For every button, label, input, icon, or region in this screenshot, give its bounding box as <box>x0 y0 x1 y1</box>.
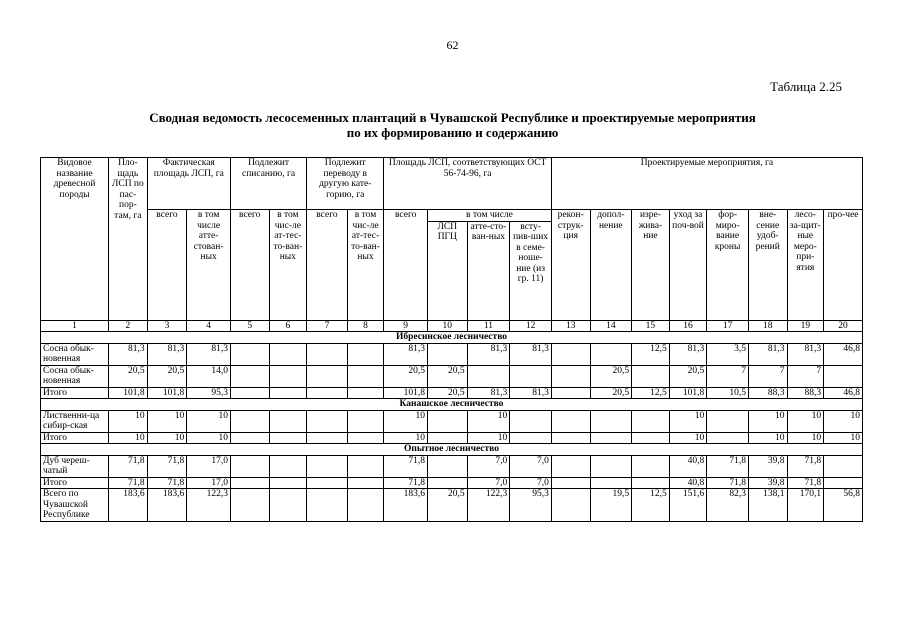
header-fertilizing: вне-сение удоб-рений <box>748 210 787 321</box>
column-number: 9 <box>384 320 428 332</box>
table-cell: 95,3 <box>510 489 552 522</box>
table-cell: 10 <box>109 410 148 432</box>
table-cell: 10 <box>824 432 863 444</box>
table-cell <box>551 455 590 477</box>
table-cell <box>632 410 670 432</box>
header-lsp-pgts: ЛСП ПГЦ <box>428 221 468 320</box>
table-cell: 81,3 <box>187 343 231 365</box>
table-cell <box>707 432 749 444</box>
table-cell: 10 <box>467 410 510 432</box>
row-label: Сосна обык-новенная <box>41 365 109 387</box>
column-numbers-row <box>41 320 863 332</box>
table-cell: 122,3 <box>187 489 231 522</box>
table-cell: 170,1 <box>787 489 824 522</box>
header-reconstruction: рекон-струк-ция <box>551 210 590 321</box>
table-cell <box>307 432 348 444</box>
table-cell: 12,5 <box>632 489 670 522</box>
header-total-7: всего <box>307 210 348 321</box>
section-title: Опытное лесничество <box>41 444 863 456</box>
header-transfer: Подлежит переводу в другую кате-горию, га <box>307 158 384 210</box>
table-cell <box>347 455 384 477</box>
table-cell: 7,0 <box>467 455 510 477</box>
table-cell: 10 <box>384 432 428 444</box>
table-cell <box>590 477 632 489</box>
table-cell: 81,3 <box>748 343 787 365</box>
table-cell <box>510 365 552 387</box>
section-row <box>41 399 863 411</box>
column-number: 3 <box>147 320 187 332</box>
title-line-2: по их формированию и содержанию <box>346 125 559 140</box>
table-cell: 12,5 <box>632 387 670 399</box>
table-cell: 81,3 <box>787 343 824 365</box>
table-cell: 3,5 <box>707 343 749 365</box>
table-cell: 39,8 <box>748 477 787 489</box>
table-row <box>41 387 863 399</box>
column-number: 14 <box>590 320 632 332</box>
table-cell: 40,8 <box>669 477 707 489</box>
table-cell: 101,8 <box>147 387 187 399</box>
table-cell <box>230 432 269 444</box>
row-label: Итого <box>41 477 109 489</box>
table-cell: 71,8 <box>109 455 148 477</box>
table-cell: 81,3 <box>467 387 510 399</box>
table-cell <box>230 477 269 489</box>
table-cell: 151,6 <box>669 489 707 522</box>
table-cell: 20,5 <box>428 365 468 387</box>
header-protection: лесо-за-щит-ные меро-при-ятия <box>787 210 824 321</box>
table-cell <box>428 477 468 489</box>
table-cell <box>269 489 307 522</box>
table-cell: 10 <box>748 410 787 432</box>
table-cell <box>510 410 552 432</box>
table-cell <box>824 455 863 477</box>
table-cell <box>632 432 670 444</box>
column-number: 7 <box>307 320 348 332</box>
header-soil-care: уход за поч-вой <box>669 210 707 321</box>
table-row <box>41 410 863 432</box>
table-row <box>41 455 863 477</box>
table-cell <box>551 489 590 522</box>
table-cell <box>269 365 307 387</box>
table-cell: 7 <box>748 365 787 387</box>
header-ost-area: Площадь ЛСП, соответствующих ОСТ 56-74-96, га <box>384 158 552 210</box>
table-cell: 12,5 <box>632 343 670 365</box>
header-addition: допол-нение <box>590 210 632 321</box>
table-cell <box>230 365 269 387</box>
table-cell: 17,0 <box>187 455 231 477</box>
header-row-1 <box>41 158 863 210</box>
table-row <box>41 365 863 387</box>
table-cell <box>347 432 384 444</box>
table-cell <box>269 477 307 489</box>
table-cell: 101,8 <box>384 387 428 399</box>
header-total-9: всего <box>384 210 428 321</box>
table-cell <box>230 455 269 477</box>
table-row <box>41 432 863 444</box>
row-label: Всего по Чувашской Республике <box>41 489 109 522</box>
table-cell: 20,5 <box>428 489 468 522</box>
table-cell: 40,8 <box>669 455 707 477</box>
column-number: 13 <box>551 320 590 332</box>
table-cell: 71,8 <box>707 455 749 477</box>
table-cell <box>510 432 552 444</box>
table-cell: 71,8 <box>787 455 824 477</box>
table-cell <box>590 343 632 365</box>
section-row <box>41 332 863 344</box>
table-cell: 10 <box>824 410 863 432</box>
table-cell <box>230 343 269 365</box>
table-cell: 14,0 <box>187 365 231 387</box>
column-number: 20 <box>824 320 863 332</box>
table-cell <box>632 477 670 489</box>
table-cell <box>307 489 348 522</box>
table-cell: 81,3 <box>510 387 552 399</box>
table-cell <box>632 365 670 387</box>
table-cell: 10 <box>384 410 428 432</box>
table-cell <box>307 387 348 399</box>
table-cell: 81,3 <box>109 343 148 365</box>
column-number: 1 <box>41 320 109 332</box>
table-cell: 71,8 <box>147 477 187 489</box>
table-cell <box>347 410 384 432</box>
header-entering: всту-пив-ших в семе-ноше-ние (из гр. 11) <box>510 221 552 320</box>
table-cell: 81,3 <box>669 343 707 365</box>
table-cell <box>590 455 632 477</box>
table-cell: 71,8 <box>384 455 428 477</box>
table-cell <box>590 432 632 444</box>
table-cell <box>428 432 468 444</box>
table-cell: 88,3 <box>787 387 824 399</box>
table-cell: 101,8 <box>669 387 707 399</box>
header-crown: фор-миро-вание кроны <box>707 210 749 321</box>
table-cell: 10 <box>187 432 231 444</box>
table-cell <box>824 365 863 387</box>
table-cell: 46,8 <box>824 343 863 365</box>
header-total-3: всего <box>147 210 187 321</box>
table-cell <box>551 432 590 444</box>
table-cell: 7,0 <box>510 455 552 477</box>
row-label: Сосна обык-новенная <box>41 343 109 365</box>
table-cell: 20,5 <box>590 387 632 399</box>
column-number: 5 <box>230 320 269 332</box>
column-number: 6 <box>269 320 307 332</box>
table-cell <box>347 365 384 387</box>
table-cell: 81,3 <box>467 343 510 365</box>
table-cell <box>230 387 269 399</box>
table-cell: 7 <box>707 365 749 387</box>
table-cell: 20,5 <box>669 365 707 387</box>
table-title <box>90 110 815 140</box>
table-row <box>41 477 863 489</box>
table-cell: 20,5 <box>109 365 148 387</box>
table-cell <box>467 365 510 387</box>
table-cell: 81,3 <box>384 343 428 365</box>
table-cell: 88,3 <box>748 387 787 399</box>
table-cell: 46,8 <box>824 387 863 399</box>
column-number: 11 <box>467 320 510 332</box>
column-number: 4 <box>187 320 231 332</box>
table-cell: 39,8 <box>748 455 787 477</box>
table-cell: 17,0 <box>187 477 231 489</box>
table-cell: 10,5 <box>707 387 749 399</box>
table-cell <box>347 477 384 489</box>
header-planned: Проектируемые мероприятия, га <box>551 158 862 210</box>
table-cell: 10 <box>467 432 510 444</box>
section-title: Ибресинское лесничество <box>41 332 863 344</box>
table-row <box>41 343 863 365</box>
table-cell: 7 <box>787 365 824 387</box>
header-actual-area: Фактическая площадь ЛСП, га <box>147 158 230 210</box>
table-cell <box>307 477 348 489</box>
row-label: Итого <box>41 387 109 399</box>
table-cell: 71,8 <box>147 455 187 477</box>
page-number: 62 <box>446 38 459 52</box>
table-cell: 20,5 <box>384 365 428 387</box>
table-cell: 122,3 <box>467 489 510 522</box>
table-cell: 10 <box>147 410 187 432</box>
summary-table <box>40 157 863 522</box>
header-passport-area: Пло-щадь ЛСП по пас-пор-там, га <box>109 158 148 321</box>
header-total-5: всего <box>230 210 269 321</box>
table-cell: 10 <box>669 432 707 444</box>
table-cell: 71,8 <box>787 477 824 489</box>
row-label: Дуб череш-чатый <box>41 455 109 477</box>
header-certified: атте-сто-ван-ных <box>467 221 510 320</box>
table-cell: 183,6 <box>109 489 148 522</box>
table-row <box>41 489 863 522</box>
table-cell <box>824 477 863 489</box>
table-cell: 7,0 <box>467 477 510 489</box>
table-cell <box>428 343 468 365</box>
table-cell <box>428 410 468 432</box>
table-cell <box>551 410 590 432</box>
table-cell: 10 <box>669 410 707 432</box>
column-number: 16 <box>669 320 707 332</box>
column-number: 19 <box>787 320 824 332</box>
table-cell: 56,8 <box>824 489 863 522</box>
table-number: Таблица 2.25 <box>770 79 842 94</box>
table-cell: 20,5 <box>147 365 187 387</box>
header-incl-8: в том чис-ле ат-тес-то-ван-ных <box>347 210 384 321</box>
table-cell <box>269 387 307 399</box>
table-cell <box>307 343 348 365</box>
table-cell <box>230 410 269 432</box>
section-title: Канашское лесничество <box>41 399 863 411</box>
table-cell <box>551 343 590 365</box>
header-incl: в том числе <box>428 210 552 222</box>
table-cell: 10 <box>748 432 787 444</box>
table-cell: 19,5 <box>590 489 632 522</box>
row-label: Лиственни-ца сибир-ская <box>41 410 109 432</box>
column-number: 15 <box>632 320 670 332</box>
table-cell: 20,5 <box>590 365 632 387</box>
column-number: 8 <box>347 320 384 332</box>
table-cell <box>347 489 384 522</box>
table-cell: 71,8 <box>707 477 749 489</box>
table-cell: 10 <box>787 410 824 432</box>
section-row <box>41 444 863 456</box>
table-cell: 138,1 <box>748 489 787 522</box>
table-cell <box>307 410 348 432</box>
table-cell <box>269 410 307 432</box>
table-cell: 81,3 <box>147 343 187 365</box>
table-cell <box>707 410 749 432</box>
header-writeoff: Подлежит списанию, га <box>230 158 306 210</box>
table-cell: 7,0 <box>510 477 552 489</box>
header-other: про-чее <box>824 210 863 321</box>
table-cell: 10 <box>787 432 824 444</box>
table-cell: 95,3 <box>187 387 231 399</box>
column-number: 18 <box>748 320 787 332</box>
table-cell <box>551 387 590 399</box>
header-incl-6: в том чис-ле ат-тес-то-ван-ных <box>269 210 307 321</box>
table-cell <box>307 365 348 387</box>
row-label: Итого <box>41 432 109 444</box>
table-cell <box>590 410 632 432</box>
header-species: Видовое название древесной породы <box>41 158 109 321</box>
table-cell <box>269 455 307 477</box>
table-cell <box>269 432 307 444</box>
table-cell: 183,6 <box>147 489 187 522</box>
table-cell: 10 <box>147 432 187 444</box>
table-cell <box>551 365 590 387</box>
header-row-2 <box>41 210 863 222</box>
table-cell <box>347 387 384 399</box>
title-line-1: Сводная ведомость лесосеменных плантаций в Чувашской Республике и проектируемые мероприятия <box>149 110 756 125</box>
table-cell: 10 <box>109 432 148 444</box>
table-cell <box>269 343 307 365</box>
table-cell: 71,8 <box>109 477 148 489</box>
table-cell: 82,3 <box>707 489 749 522</box>
table-cell: 20,5 <box>428 387 468 399</box>
table-cell: 101,8 <box>109 387 148 399</box>
table-cell <box>551 477 590 489</box>
column-number: 10 <box>428 320 468 332</box>
table-cell: 183,6 <box>384 489 428 522</box>
column-number: 17 <box>707 320 749 332</box>
table-cell <box>428 455 468 477</box>
header-rejuvenation: изре-жива-ние <box>632 210 670 321</box>
header-incl-certified-4: в том числе атте-стован-ных <box>187 210 231 321</box>
table-cell <box>230 489 269 522</box>
table-cell <box>347 343 384 365</box>
table-cell <box>632 455 670 477</box>
table-cell: 71,8 <box>384 477 428 489</box>
column-number: 2 <box>109 320 148 332</box>
table-cell <box>307 455 348 477</box>
column-number: 12 <box>510 320 552 332</box>
table-cell: 10 <box>187 410 231 432</box>
table-cell: 81,3 <box>510 343 552 365</box>
